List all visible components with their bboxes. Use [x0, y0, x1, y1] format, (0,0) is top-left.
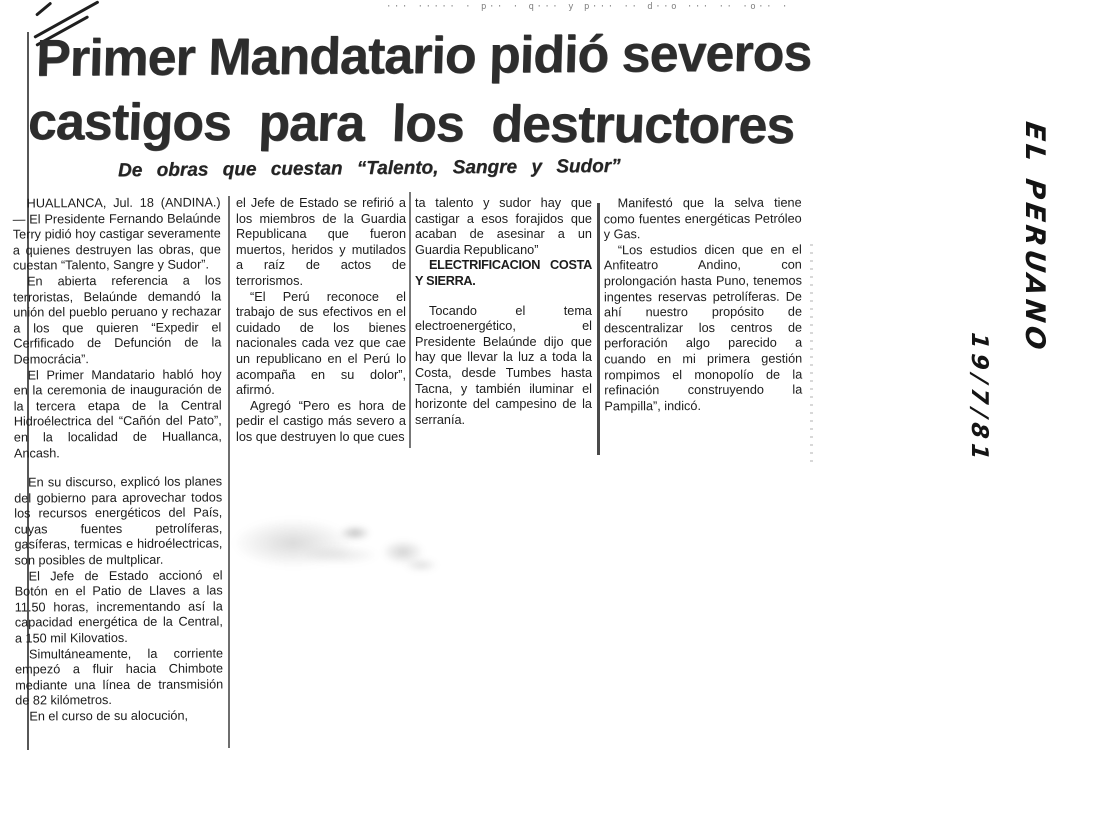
subheadline: De obras que cuestan “Talento, Sangre y Sudor” — [117, 155, 621, 182]
scan-smudge — [300, 545, 380, 565]
handwritten-date: 19/7/81 — [966, 331, 992, 466]
column-divider — [228, 196, 230, 748]
paragraph: el Jefe de Estado se refirió a los miembros de la Guardia Republicana que fueron muertos, heridos y mutilados a raíz de actos de terrorismos. — [236, 196, 406, 288]
paragraph: “El Perú reconoce el trabajo de sus efectivos en el cuidado de los bienes nacionales cada vez que cae un republicano en el Perú lo acompaña en su dolor”, afirmó. — [236, 289, 406, 398]
column-divider — [597, 203, 600, 455]
headline-line-1: Primer Mandatario pidió severos — [35, 24, 813, 88]
cut-off-text-fragment: ··· ····· · p·· · q··· y p··· ·· d··o ··· ·· ·o·· · — [386, 2, 790, 12]
torn-edge-dots — [810, 238, 813, 463]
section-subheading: ELECTRIFICACION COSTA Y SIERRA. — [415, 258, 592, 288]
paragraph: Tocando el tema electroenergético, el Presidente Belaúnde dijo que hay que llevar la luz a toda la Costa, desde Tumbes hasta Tacna, y también iluminar el horizonte del campesino de la serranía. — [415, 303, 592, 427]
paragraph: ta talento y sudor hay que castigar a esos forajidos que acaban de asesinar a un Guardia Republicano” — [415, 196, 592, 257]
paragraph: El Primer Mandatario habló hoy en la ceremonia de inauguración de la tercera etapa de la Central Hidroélectrica del “Cañón del Pato”, en la localidad de Huallanca, Ancash. — [13, 366, 222, 461]
headline-line-2: castigos para los destructores — [26, 92, 796, 156]
paragraph: El Jefe de Estado accionó el Botón en el Patio de Llaves a las 11.50 horas, incrementando así la capacidad energética de la Central, a 150 mil Kilovatios. — [14, 568, 223, 646]
column-divider — [409, 192, 411, 448]
pen-slash-mark — [35, 1, 52, 16]
article-column-1 — [13, 195, 224, 725]
paragraph: Agregó “Pero es hora de pedir el castigo más severo a los que destruyen lo que cues — [236, 398, 406, 444]
article-column-2 — [236, 196, 406, 446]
scan-smudge — [340, 526, 370, 540]
paragraph: En el curso de su alocución, — [29, 708, 189, 724]
handwritten-publication-name: EL PERUANO — [1019, 119, 1050, 356]
paragraph: Manifestó que la selva tiene como fuentes energéticas Petróleo y Gas. — [603, 195, 802, 242]
paragraph: Simultáneamente, la corriente empezó a fluir hacia Chimbote mediante una línea de transmisión de 82 kilómetros. — [15, 646, 224, 708]
scan-smudge — [404, 558, 438, 572]
article-column-3 — [415, 196, 592, 428]
paragraph: En abierta referencia a los terroristas, Belaúnde demandó la unión del pueblo peruano y rechazar a los que quieren “Expedir el Cerfificado de Defunción de la Democrácia”. — [13, 273, 222, 367]
article-column-4 — [604, 196, 803, 415]
paragraph: En su discurso, explicó los planes del gobierno para aprovechar todos los recursos energéticos del País, cuyas fuentes petrolíferas, gasíferas, termicas e hidroélectricas, son posibles de multplicar. — [14, 474, 223, 568]
paragraph: HUALLANCA, Jul. 18 (ANDINA.)— El Presidente Fernando Belaúnde Terry pidió hoy castigar severamente a quienes destruyen las obras, que cuestan “Talento, Sangre y Sudor”. — [12, 195, 221, 273]
paragraph: “Los estudios dicen que en el Anfiteatro Andino, con prolongación hasta Puno, tenemos ingentes reservas petrolíferas. De ahí nuestro propósito de descentralizar los centros de perforación algo parecido a cuando en mi primera gestión rompimos el monopolío de la refinación construyendo la Pampilla”, indicó. — [603, 242, 803, 414]
